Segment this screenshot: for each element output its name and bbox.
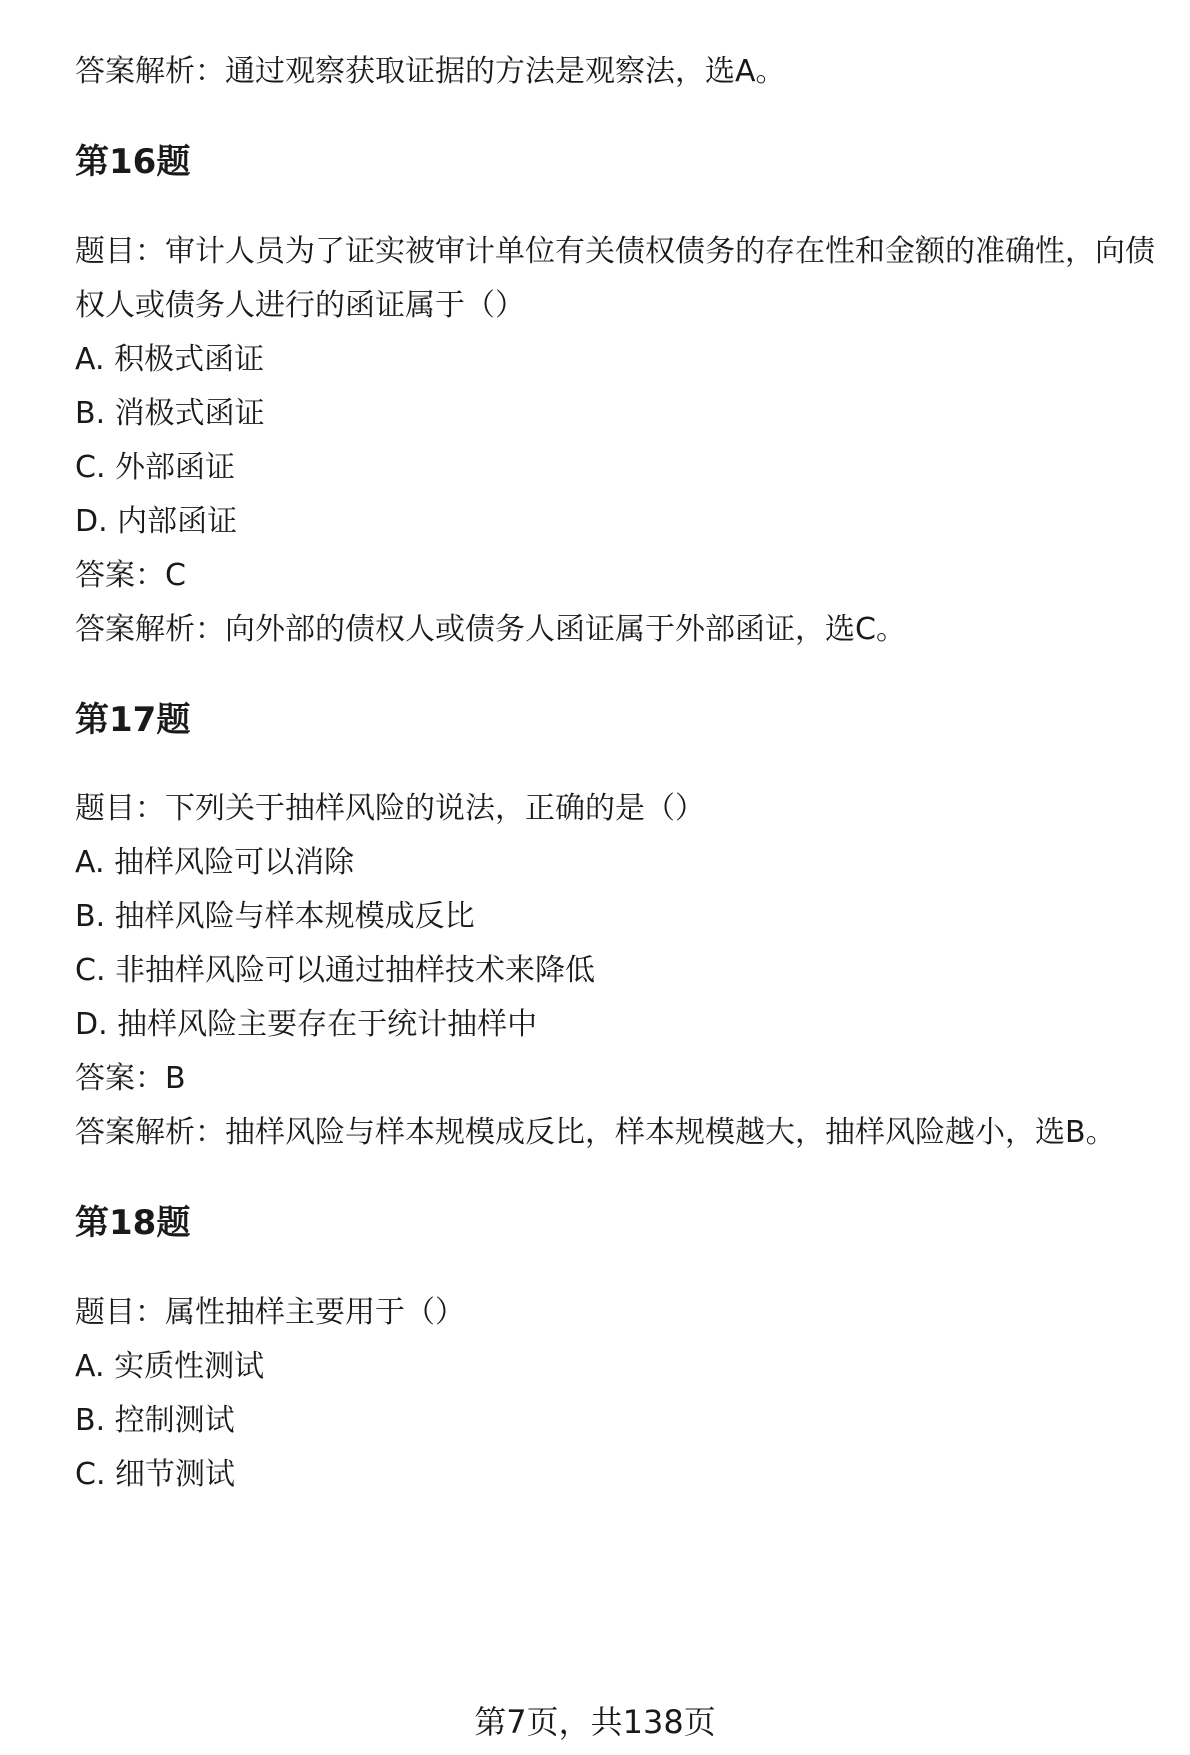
prev-answer-explanation: 答案解析：通过观察获取证据的方法是观察法，选A。 <box>75 54 786 89</box>
question-17-option-b: B. 抽样风险与样本规模成反比 <box>75 899 475 934</box>
page-number-footer: 第7页，共138页 <box>474 1703 716 1741</box>
question-16-stem-line1: 题目：审计人员为了证实被审计单位有关债权债务的存在性和金额的准确性，向债 <box>75 234 1155 269</box>
question-18-option-b: B. 控制测试 <box>75 1403 235 1438</box>
question-17-option-c: C. 非抽样风险可以通过抽样技术来降低 <box>75 953 596 988</box>
question-16-option-a: A. 积极式函证 <box>75 342 265 377</box>
question-16-answer: 答案：C <box>75 558 186 593</box>
question-17-explanation: 答案解析：抽样风险与样本规模成反比，样本规模越大，抽样风险越小，选B。 <box>75 1115 1116 1150</box>
question-18-option-c: C. 细节测试 <box>75 1457 236 1492</box>
question-18-option-a: A. 实质性测试 <box>75 1349 265 1384</box>
question-16-option-c: C. 外部函证 <box>75 450 236 485</box>
question-18-heading: 第18题 <box>75 1203 191 1243</box>
question-16-option-b: B. 消极式函证 <box>75 396 265 431</box>
question-16-option-d: D. 内部函证 <box>75 504 238 539</box>
question-16-explanation: 答案解析：向外部的债权人或债务人函证属于外部函证，选C。 <box>75 612 906 647</box>
question-17-heading: 第17题 <box>75 700 191 740</box>
question-17-answer: 答案：B <box>75 1061 186 1096</box>
question-18-stem: 题目：属性抽样主要用于（） <box>75 1295 465 1330</box>
question-16-stem-line2: 权人或债务人进行的函证属于（） <box>75 288 525 323</box>
question-17-option-a: A. 抽样风险可以消除 <box>75 845 355 880</box>
question-16-heading: 第16题 <box>75 142 191 182</box>
question-17-option-d: D. 抽样风险主要存在于统计抽样中 <box>75 1007 538 1042</box>
question-17-stem: 题目：下列关于抽样风险的说法，正确的是（） <box>75 791 705 826</box>
